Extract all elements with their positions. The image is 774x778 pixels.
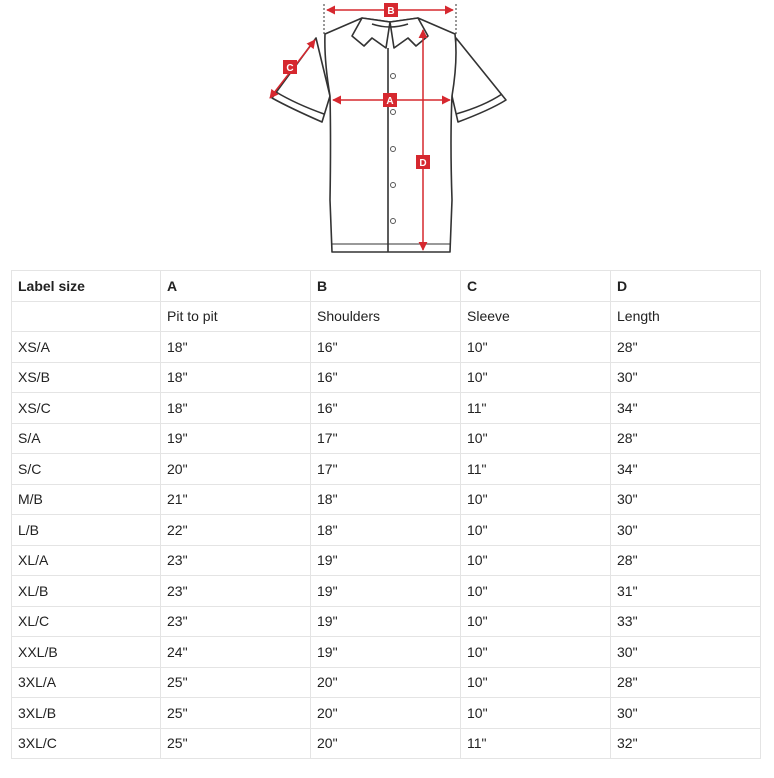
row-shoulders: 19" <box>311 545 461 576</box>
row-pit-to-pit: 23" <box>161 576 311 607</box>
subheader-pit-to-pit: Pit to pit <box>161 301 311 332</box>
subheader-label-size <box>12 301 161 332</box>
row-length: 34" <box>611 454 761 485</box>
row-shoulders: 20" <box>311 728 461 759</box>
row-shoulders: 16" <box>311 362 461 393</box>
table-row <box>12 606 761 637</box>
table-row <box>12 637 761 668</box>
row-label-size: XL/B <box>12 576 161 607</box>
table-row <box>12 576 761 607</box>
row-pit-to-pit: 23" <box>161 606 311 637</box>
row-label-size: XS/A <box>12 332 161 363</box>
row-sleeve: 10" <box>461 484 611 515</box>
table-row <box>12 515 761 546</box>
header-a: A <box>161 271 311 302</box>
row-length: 28" <box>611 423 761 454</box>
row-shoulders: 19" <box>311 606 461 637</box>
row-shoulders: 20" <box>311 667 461 698</box>
table-row <box>12 667 761 698</box>
row-sleeve: 11" <box>461 454 611 485</box>
subheader-sleeve: Sleeve <box>461 301 611 332</box>
table-row <box>12 484 761 515</box>
row-shoulders: 18" <box>311 515 461 546</box>
row-pit-to-pit: 21" <box>161 484 311 515</box>
size-chart-table <box>11 270 761 759</box>
row-label-size: 3XL/B <box>12 698 161 729</box>
row-label-size: XL/C <box>12 606 161 637</box>
header-c: C <box>461 271 611 302</box>
left-sleeve <box>272 38 330 122</box>
row-shoulders: 18" <box>311 484 461 515</box>
row-sleeve: 10" <box>461 545 611 576</box>
row-pit-to-pit: 23" <box>161 545 311 576</box>
row-label-size: XXL/B <box>12 637 161 668</box>
row-length: 30" <box>611 484 761 515</box>
right-sleeve <box>452 38 506 122</box>
row-sleeve: 10" <box>461 698 611 729</box>
shirt-button <box>391 110 396 115</box>
row-length: 32" <box>611 728 761 759</box>
row-label-size: 3XL/C <box>12 728 161 759</box>
row-length: 34" <box>611 393 761 424</box>
row-shoulders: 16" <box>311 332 461 363</box>
row-length: 30" <box>611 637 761 668</box>
row-length: 30" <box>611 515 761 546</box>
row-shoulders: 19" <box>311 576 461 607</box>
row-sleeve: 10" <box>461 637 611 668</box>
row-label-size: S/A <box>12 423 161 454</box>
row-pit-to-pit: 24" <box>161 637 311 668</box>
row-pit-to-pit: 25" <box>161 698 311 729</box>
table-row <box>12 728 761 759</box>
shirt-button <box>391 183 396 188</box>
row-sleeve: 10" <box>461 667 611 698</box>
row-pit-to-pit: 19" <box>161 423 311 454</box>
row-sleeve: 10" <box>461 362 611 393</box>
table-row <box>12 393 761 424</box>
row-length: 28" <box>611 332 761 363</box>
row-length: 28" <box>611 667 761 698</box>
shirt-body <box>325 18 456 252</box>
row-length: 31" <box>611 576 761 607</box>
row-sleeve: 10" <box>461 332 611 363</box>
row-length: 28" <box>611 545 761 576</box>
row-label-size: L/B <box>12 515 161 546</box>
row-shoulders: 19" <box>311 637 461 668</box>
shirt-diagram-svg <box>0 0 774 262</box>
row-sleeve: 10" <box>461 576 611 607</box>
row-sleeve: 10" <box>461 423 611 454</box>
row-pit-to-pit: 20" <box>161 454 311 485</box>
row-sleeve: 11" <box>461 393 611 424</box>
row-shoulders: 17" <box>311 454 461 485</box>
subheader-length: Length <box>611 301 761 332</box>
row-sleeve: 10" <box>461 606 611 637</box>
shirt-button <box>391 219 396 224</box>
shirt-button <box>391 74 396 79</box>
row-length: 30" <box>611 698 761 729</box>
table-row <box>12 332 761 363</box>
row-label-size: XS/B <box>12 362 161 393</box>
row-pit-to-pit: 22" <box>161 515 311 546</box>
table-row <box>12 362 761 393</box>
row-length: 33" <box>611 606 761 637</box>
row-length: 30" <box>611 362 761 393</box>
badge-c-letter: C <box>286 63 294 74</box>
row-shoulders: 16" <box>311 393 461 424</box>
badge-b-letter: B <box>387 6 395 17</box>
subheader-shoulders: Shoulders <box>311 301 461 332</box>
row-label-size: 3XL/A <box>12 667 161 698</box>
header-d: D <box>611 271 761 302</box>
table-row <box>12 545 761 576</box>
row-pit-to-pit: 18" <box>161 332 311 363</box>
row-shoulders: 17" <box>311 423 461 454</box>
shirt-measurement-diagram <box>0 0 774 262</box>
row-pit-to-pit: 18" <box>161 393 311 424</box>
table-row <box>12 423 761 454</box>
subheader-row <box>12 301 761 332</box>
row-pit-to-pit: 25" <box>161 728 311 759</box>
badge-d-letter: D <box>419 158 427 169</box>
row-shoulders: 20" <box>311 698 461 729</box>
shirt-button <box>391 147 396 152</box>
table-row <box>12 698 761 729</box>
badge-a-letter: A <box>386 96 394 107</box>
row-sleeve: 10" <box>461 515 611 546</box>
row-label-size: S/C <box>12 454 161 485</box>
row-sleeve: 11" <box>461 728 611 759</box>
header-label-size: Label size <box>12 271 161 302</box>
row-pit-to-pit: 25" <box>161 667 311 698</box>
shirt-outline <box>272 18 506 252</box>
table-row <box>12 454 761 485</box>
header-row <box>12 271 761 302</box>
row-label-size: XS/C <box>12 393 161 424</box>
row-label-size: M/B <box>12 484 161 515</box>
row-pit-to-pit: 18" <box>161 362 311 393</box>
row-label-size: XL/A <box>12 545 161 576</box>
header-b: B <box>311 271 461 302</box>
